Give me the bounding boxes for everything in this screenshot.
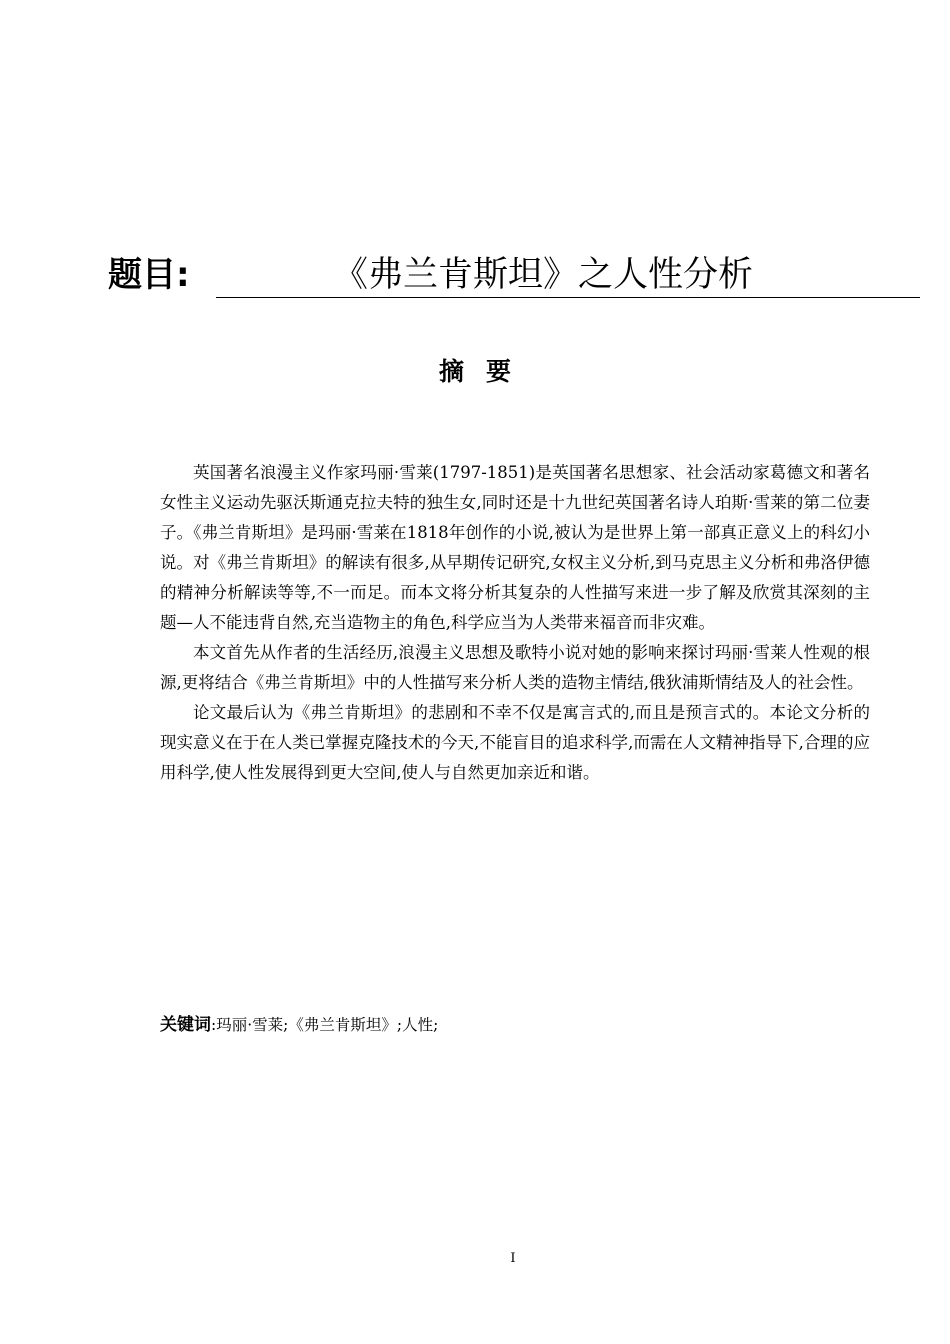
title-row xyxy=(108,252,920,298)
title-label: 题目: xyxy=(108,255,190,295)
keywords xyxy=(160,1010,438,1040)
document-title: 《弗兰肯斯坦》之人性分析 xyxy=(333,255,754,295)
abstract-paragraph: 本文首先从作者的生活经历,浪漫主义思想及歌特小说对她的影响来探讨玛丽·雪莱人性观的根源,更将结合《弗兰肯斯坦》中的人性描写来分析人类的造物主情结,俄狄浦斯情结及人的社会性。 xyxy=(160,643,870,692)
page-number: I xyxy=(510,1251,516,1266)
abstract-paragraph: 英国著名浪漫主义作家玛丽·雪莱(1797-1851)是英国著名思想家、社会活动家葛德文和著名女性主义运动先驱沃斯通克拉夫特的独生女,同时还是十九世纪英国著名诗人珀斯·雪莱的第二位妻子。《弗兰肯斯坦》是玛丽·雪莱在1818年创作的小说,被认为是世界上第一部真正意义上的科幻小说。对《弗兰肯斯坦》的解读有很多,从早期传记研究,女权主义分析,到马克思主义分析和弗洛伊德的精神分析解读等等,不一而足。而本文将分析其复杂的人性描写来进一步了解及欣赏其深刻的主题—人不能违背自然,充当造物主的角色,科学应当为人类带来福音而非灾难。 xyxy=(160,463,870,632)
abstract-heading: 摘要 xyxy=(438,357,533,386)
abstract-body xyxy=(160,458,870,788)
abstract-paragraph: 论文最后认为《弗兰肯斯坦》的悲剧和不幸不仅是寓言式的,而且是预言式的。本论文分析的现实意义在于在人类已掌握克隆技术的今天,不能盲目的追求科学,而需在人文精神指导下,合理的应用科学,使人性发展得到更大空间,使人与自然更加亲近和谐。 xyxy=(160,703,870,782)
keywords-label: 关键词 xyxy=(160,1015,211,1035)
keywords-value: :玛丽·雪莱;《弗兰肯斯坦》;人性; xyxy=(211,1016,439,1034)
